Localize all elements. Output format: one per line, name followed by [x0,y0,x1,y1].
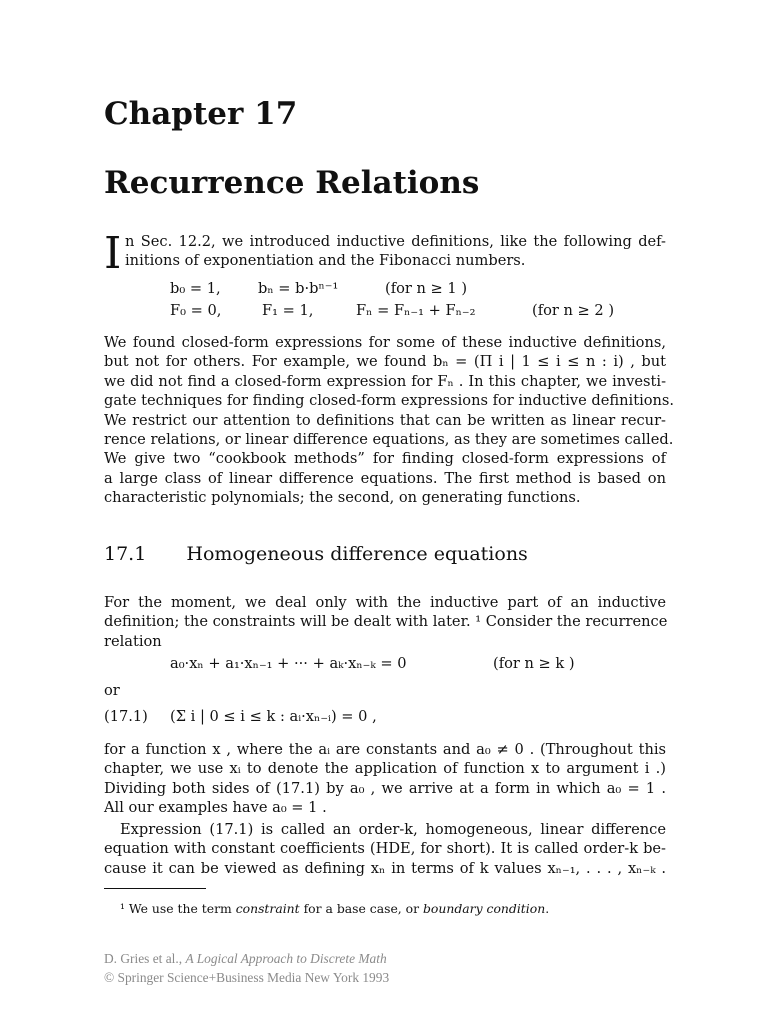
section-heading [104,543,528,565]
def-bn-condition: (for n ≥ 1 ) [385,280,468,297]
paragraph-line: definition; the constraints will be dealt with later. ¹ Consider the recurrence [104,613,668,631]
section-title: Homogeneous difference equations [186,543,528,565]
intro-line: n Sec. 12.2, we introduced inductive definitions, like the following def- [125,233,666,250]
def-Fn-condition: (for n ≥ 2 ) [532,302,615,319]
paragraph-line: All our examples have a₀ = 1 . [104,799,327,817]
paragraph-line: relation [104,632,162,650]
paragraph-line: we did not find a closed-form expression for Fₙ . In this chapter, we investi- [104,372,666,390]
paragraph-line: a large class of linear difference equations. The first method is based on [104,469,666,487]
paragraph-line: equation with constant coefficients (HDE, for short). It is called order-k be- [104,840,666,858]
paragraph-line: Expression (17.1) is called an order-k, homogeneous, linear difference [120,821,666,838]
credit-authors: D. Gries et al., [104,951,186,966]
intro-paragraph [125,232,666,271]
credit-line-1 [104,951,387,967]
intro-line: initions of exponentiation and the Fibonacci numbers. [125,252,526,270]
footnote-text: . [545,901,550,916]
section-number: 17.1 [104,543,147,565]
equation-17-1: (Σ i | 0 ≤ i ≤ k : aᵢ·xₙ₋ᵢ) = 0 , [170,708,377,725]
credit-line-2: © Springer Science+Business Media New York 1993 [104,970,390,985]
paragraph-line: characteristic polynomials; the second, on generating functions. [104,489,581,507]
paragraph-line: rence relations, or linear difference equations, as they are sometimes called. [104,431,674,449]
paragraph-line: We give two “cookbook methods” for finding closed-form expressions of [104,450,666,468]
paragraph-line: For the moment, we deal only with the inductive part of an inductive [104,594,666,611]
paragraph-line: cause it can be viewed as defining xₙ in terms of k values xₙ₋₁, . . . , xₙ₋ₖ . [104,859,666,877]
or-text: or [104,682,120,699]
recurrence-condition: (for n ≥ k ) [493,655,575,672]
footnote-text: We use the term [128,901,236,916]
def-b0: b₀ = 1, [170,280,221,297]
footnote-emphasis: boundary condition [422,901,546,916]
credit-book-title: A Logical Approach to Discrete Math [185,951,387,966]
paragraph-line: We found closed-form expressions for some of these inductive definitions, [104,334,666,351]
paragraph-line: Dividing both sides of (17.1) by a₀ , we arrive at a form in which a₀ = 1 . [104,779,666,797]
def-F1: F₁ = 1, [262,302,314,319]
paragraph-line: We restrict our attention to definitions that can be written as linear recur- [104,411,666,429]
footnote-mark: ¹ [120,901,125,916]
drop-cap: I [104,228,122,279]
paragraph-line: chapter, we use xᵢ to denote the application of function x to argument i .) [104,760,666,778]
equation-number: (17.1) [104,708,148,725]
recurrence-equation: a₀·xₙ + a₁·xₙ₋₁ + ··· + aₖ·xₙ₋ₖ = 0 [170,655,407,672]
paragraph-line: gate techniques for finding closed-form expressions for inductive definitions. [104,392,675,410]
def-Fn: Fₙ = Fₙ₋₁ + Fₙ₋₂ [356,302,476,319]
chapter-label: Chapter 17 [104,96,298,132]
paragraph-3 [104,740,666,818]
chapter-title: Recurrence Relations [104,165,480,201]
footnote-emphasis: constraint [235,901,300,916]
footnote-rule [104,888,206,889]
paragraph-1 [104,333,675,508]
paragraph-line: for a function x , where the aᵢ are constants and a₀ ≠ 0 . (Throughout this [104,741,666,758]
footnote [120,901,549,916]
paragraph-4 [104,820,666,878]
def-F0: F₀ = 0, [170,302,222,319]
footnote-text: for a base case, or [299,901,423,916]
def-bn: bₙ = b·bⁿ⁻¹ [258,280,339,297]
paragraph-line: but not for others. For example, we found bₙ = (Π i | 1 ≤ i ≤ n : i) , but [104,353,666,371]
paragraph-2 [104,593,666,651]
